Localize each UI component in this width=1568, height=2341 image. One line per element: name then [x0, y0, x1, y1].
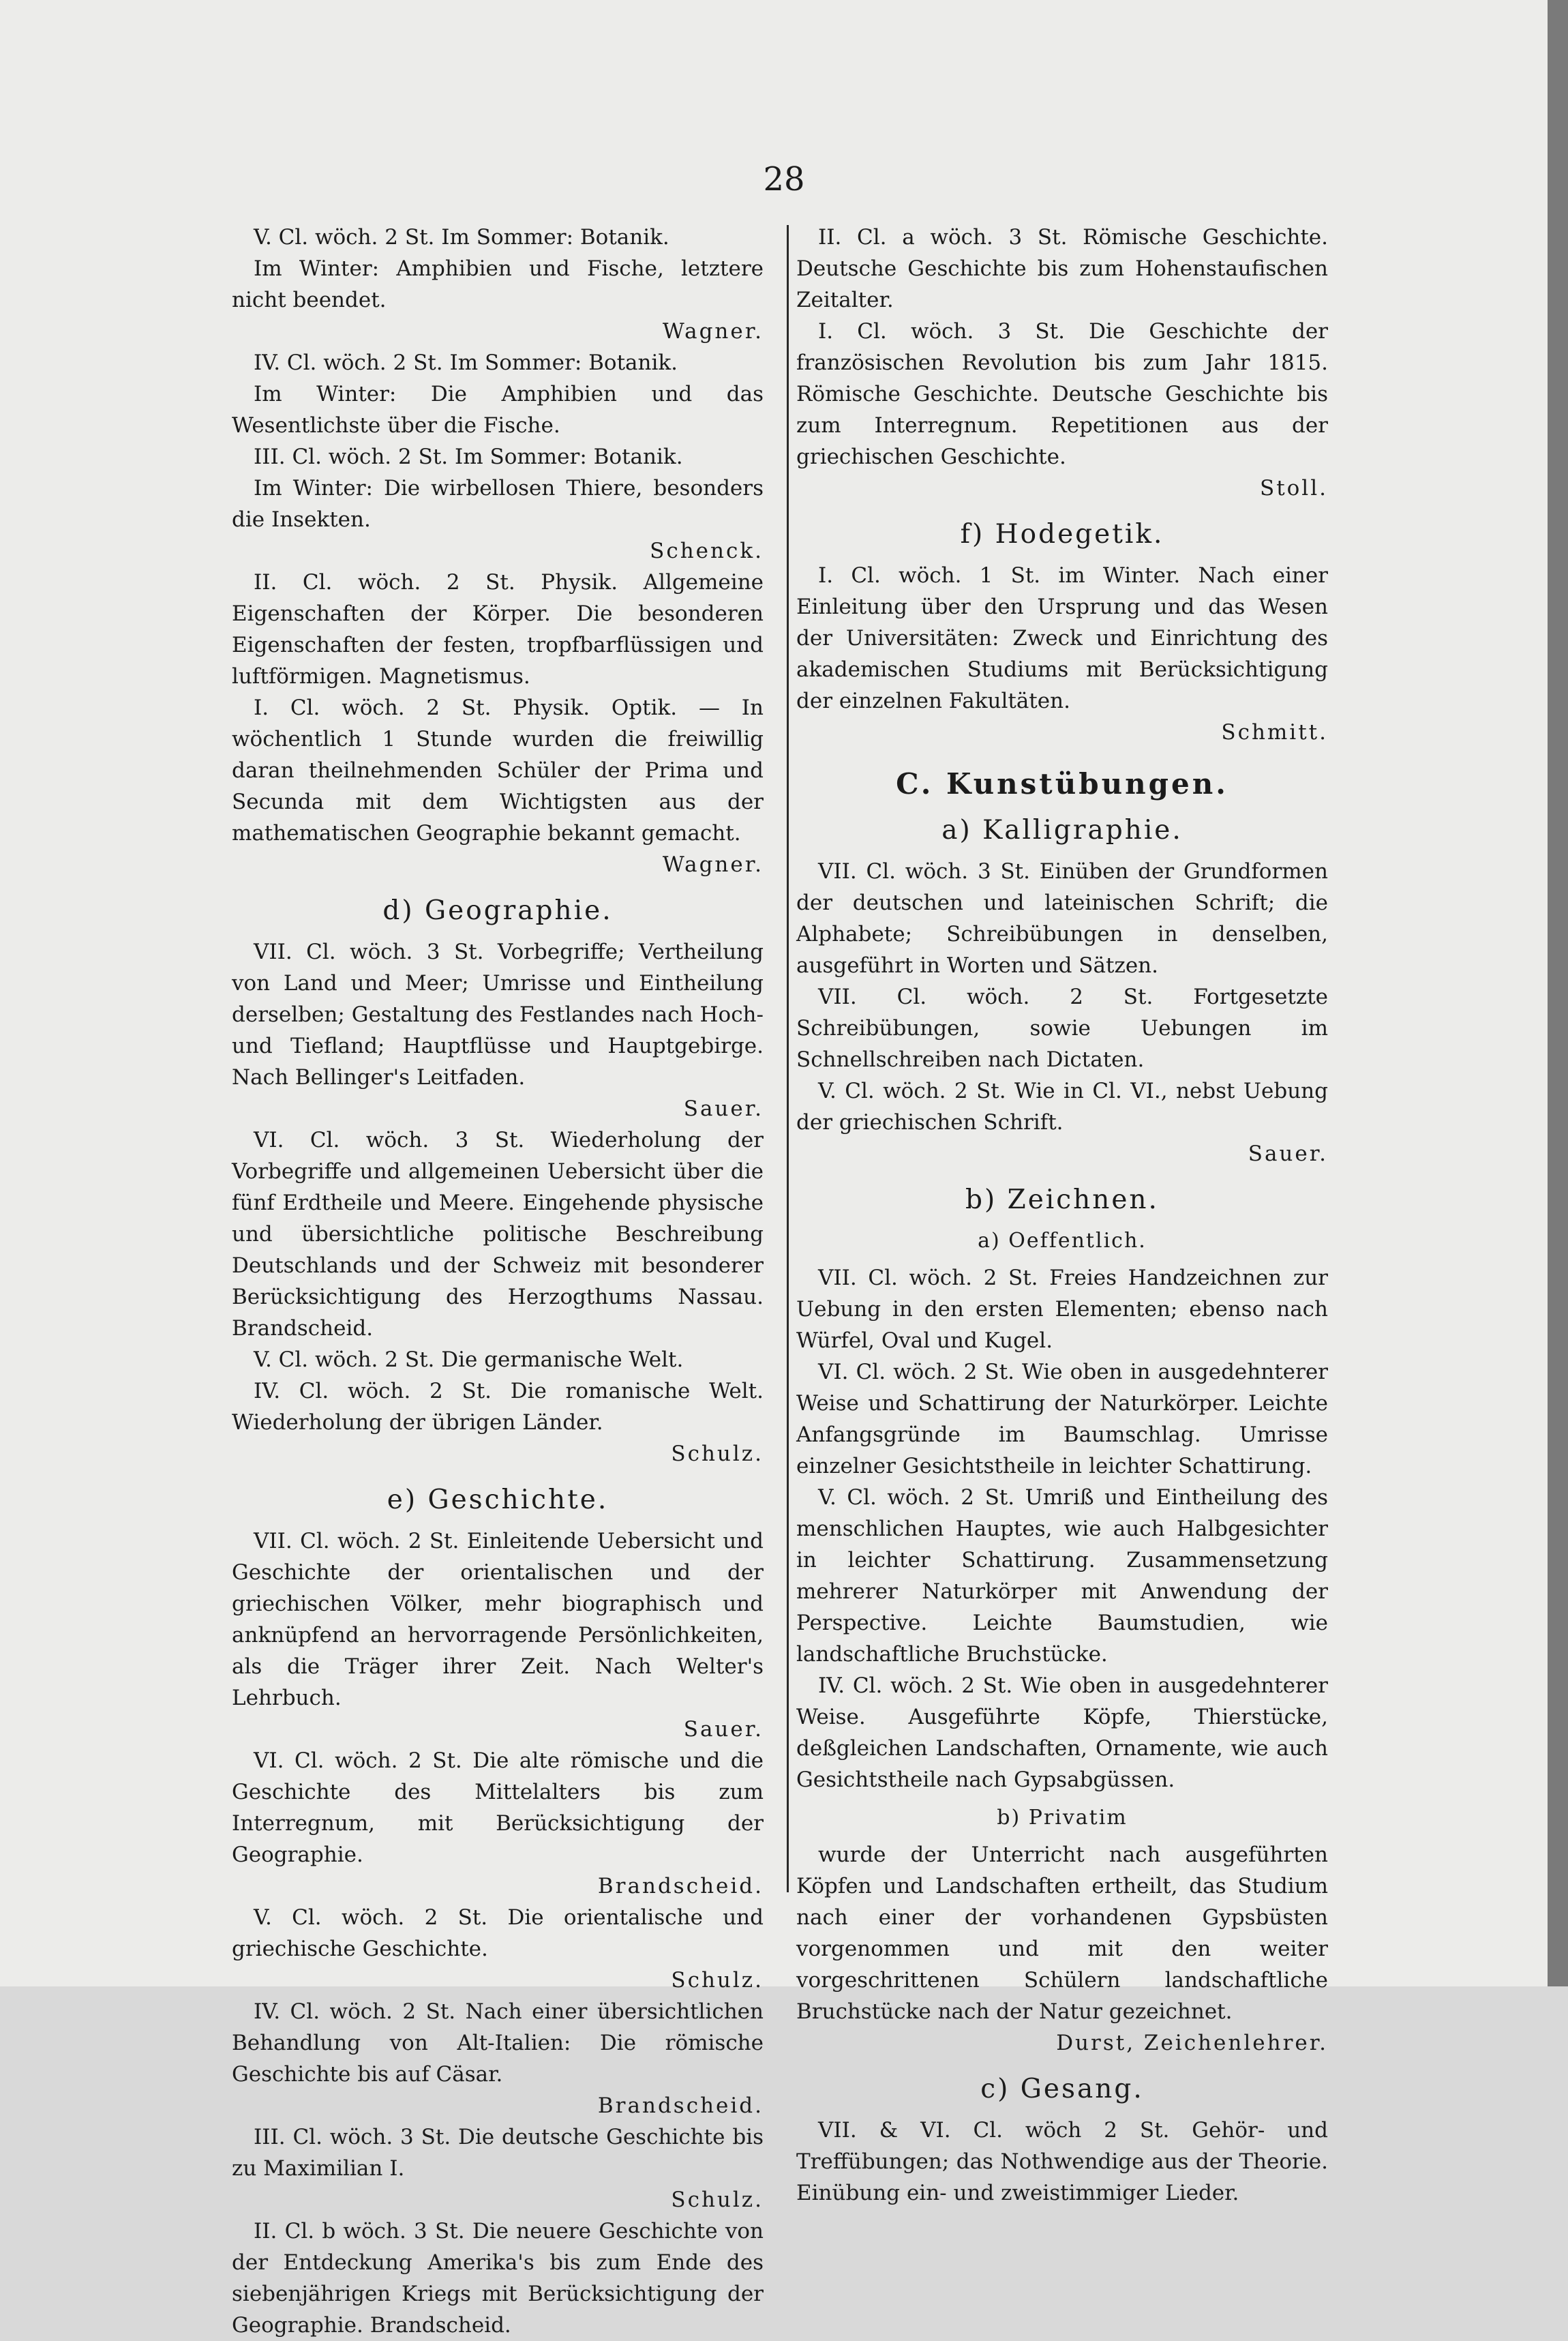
entry: VI. Cl. wöch. 3 St. Wiederholung der Vorbegriffe und allgemeinen Uebersicht über die fünf Erdtheile und Meere. Eingehende physische und übersichtliche politische Beschreibung Deutschlands und der Schweiz mit besonderer Berücksichtigung des Herzogthums Nassau. Brandscheid. [232, 1128, 764, 1341]
section-heading-geschichte: e) Geschichte. [387, 1485, 609, 1515]
entry: I. Cl. wöch. 1 St. im Winter. Nach einer Einleitung über den Ursprung und das Wesen der Universitäten: Zweck und Einrichtung des akademischen Studiums mit Berücksichtigung der einzelnen Fakultäten. [796, 563, 1328, 713]
section-heading-kalligraphie: a) Kalligraphie. [941, 815, 1183, 846]
section-heading-geographie: d) Geographie. [382, 895, 613, 926]
entry: II. Cl. a wöch. 3 St. Römische Geschichte. Deutsche Geschichte bis zum Hohenstaufischen Zeitalter. [796, 225, 1328, 312]
page-edge-shadow [1548, 0, 1568, 1986]
entry: IV. Cl. wöch. 2 St. Nach einer übersichtlichen Behandlung von Alt-Italien: Die römische Geschichte bis auf Cäsar. [232, 1999, 764, 2087]
entry: I. Cl. wöch. 3 St. Die Geschichte der französischen Revolution bis zum Jahr 1815. Römische Geschichte. Deutsche Geschichte bis zum Interregnum. Repetitionen aus der griechischen Geschichte. [796, 319, 1328, 469]
entry: VII. Cl. wöch. 2 St. Einleitende Uebersicht und Geschichte der orientalischen und der griechischen Völker, mehr biographisch und anknüpfend an hervorragende Persönlichkeiten, als die Träger ihrer Zeit. Nach Welter's Lehrbuch. [232, 1529, 764, 1710]
signature: Stoll. [1259, 476, 1328, 501]
signature: Wagner. [662, 852, 764, 877]
subheading-privatim: b) Privatim [997, 1806, 1128, 1830]
entry: II. Cl. wöch. 2 St. Physik. Allgemeine Eigenschaften der Körper. Die besonderen Eigenschaften der festen, tropfbarflüssigen und luftförmigen. Magnetismus. [232, 570, 764, 689]
left-column [232, 222, 764, 2341]
signature: Sauer. [683, 1097, 764, 1121]
entry: V. Cl. wöch. 2 St. Die orientalische und griechische Geschichte. [232, 1905, 764, 1961]
entry: wurde der Unterricht nach ausgeführten Köpfen und Landschaften ertheilt, das Studium nach einer der vorhandenen Gypsbüsten vorgenommen und mit den weiter vorgeschrittenen Schülern landschaftliche Bruchstücke nach der Natur gezeichnet. [796, 1843, 1328, 2024]
entry: V. Cl. wöch. 2 St. Umriß und Eintheilung des menschlichen Hauptes, wie auch Halbgesichter in leichter Schattirung. Zusammensetzung mehrerer Naturkörper mit Anwendung der Perspective. Leichte Baumstudien, wie landschaftliche Bruchstücke. [796, 1485, 1328, 1667]
signature: Brandscheid. [597, 2093, 764, 2118]
signature: Wagner. [662, 319, 764, 344]
entry: VI. Cl. wöch. 2 St. Die alte römische und die Geschichte des Mittelalters bis zum Interregnum, mit Berücksichtigung der Geographie. [232, 1748, 764, 1867]
signature: Schulz. [671, 1968, 764, 1993]
section-heading-zeichnen: b) Zeichnen. [965, 1184, 1159, 1215]
signature: Schmitt. [1221, 720, 1328, 745]
entry: IV. Cl. wöch. 2 St. Im Sommer: Botanik. [254, 351, 678, 375]
entry: V. Cl. wöch. 2 St. Die germanische Welt. [254, 1347, 684, 1372]
signature: Sauer. [683, 1717, 764, 1742]
page-number: 28 [763, 160, 805, 198]
section-heading-kunstuebungen: C. Kunstübungen. [896, 767, 1228, 801]
section-heading-hodegetik: f) Hodegetik. [960, 519, 1164, 550]
entry: VII. Cl. wöch. 2 St. Fortgesetzte Schreibübungen, sowie Uebungen im Schnellschreiben nach Dictaten. [796, 985, 1328, 1072]
entry: VI. Cl. wöch. 2 St. Wie oben in ausgedehnterer Weise und Schattirung der Naturkörper. Leichte Anfangsgründe im Baumschlag. Umrisse einzelner Gesichtstheile in leichter Schattirung. [796, 1360, 1328, 1478]
entry: III. Cl. wöch. 3 St. Die deutsche Geschichte bis zu Maximilian I. [232, 2125, 764, 2181]
right-column [796, 222, 1328, 2209]
entry: IV. Cl. wöch. 2 St. Wie oben in ausgedehnterer Weise. Ausgeführte Köpfe, Thierstücke, deßgleichen Landschaften, Ornamente, wie auch Gesichtstheile nach Gypsabgüssen. [796, 1673, 1328, 1792]
entry: IV. Cl. wöch. 2 St. Die romanische Welt. Wiederholung der übrigen Länder. [232, 1379, 764, 1435]
column-divider [787, 225, 789, 1892]
entry: I. Cl. wöch. 2 St. Physik. Optik. — In wöchentlich 1 Stunde wurden die freiwillig daran theilnehmenden Schüler der Prima und Secunda mit dem Wichtigsten aus der mathematischen Geographie bekannt gemacht. [232, 696, 764, 846]
entry: Im Winter: Amphibien und Fische, letztere nicht beendet. [232, 256, 764, 312]
entry: VII. & VI. Cl. wöch 2 St. Gehör- und Treffübungen; das Nothwendige aus der Theorie. Einübung ein- und zweistimmiger Lieder. [796, 2118, 1328, 2205]
entry: V. Cl. wöch. 2 St. Im Sommer: Botanik. [254, 225, 669, 250]
signature: Schulz. [671, 1442, 764, 1466]
entry: VII. Cl. wöch. 3 St. Vorbegriffe; Vertheilung von Land und Meer; Umrisse und Eintheilung derselben; Gestaltung des Festlandes nach Hoch- und Tiefland; Hauptflüsse und Hauptgebirge. Nach Bellinger's Leitfaden. [232, 940, 764, 1090]
entry: II. Cl. b wöch. 3 St. Die neuere Geschichte von der Entdeckung Amerika's bis zum Ende des siebenjährigen Kriegs mit Berücksichtigung der Geographie. Brandscheid. [232, 2219, 764, 2338]
subheading-oeffentlich: a) Oeffentlich. [978, 1229, 1147, 1253]
signature: Durst, Zeichenlehrer. [1056, 2031, 1328, 2055]
entry: V. Cl. wöch. 2 St. Wie in Cl. VI., nebst Uebung der griechischen Schrift. [796, 1079, 1328, 1135]
entry: III. Cl. wöch. 2 St. Im Sommer: Botanik. [254, 445, 683, 469]
entry: VII. Cl. wöch. 2 St. Freies Handzeichnen zur Uebung in den ersten Elementen; ebenso nach Würfel, Oval und Kugel. [796, 1266, 1328, 1353]
entry: Im Winter: Die Amphibien und das Wesentlichste über die Fische. [232, 382, 764, 438]
entry: Im Winter: Die wirbellosen Thiere, besonders die Insekten. [232, 476, 764, 532]
signature: Brandscheid. [597, 1874, 764, 1898]
signature: Schulz. [671, 2188, 764, 2212]
section-heading-gesang: c) Gesang. [980, 2074, 1144, 2104]
signature: Sauer. [1248, 1142, 1328, 1166]
signature: Schenck. [650, 539, 764, 563]
entry: VII. Cl. wöch. 3 St. Einüben der Grundformen der deutschen und lateinischen Schrift; die Alphabete; Schreibübungen in denselben, ausgeführt in Worten und Sätzen. [796, 859, 1328, 978]
